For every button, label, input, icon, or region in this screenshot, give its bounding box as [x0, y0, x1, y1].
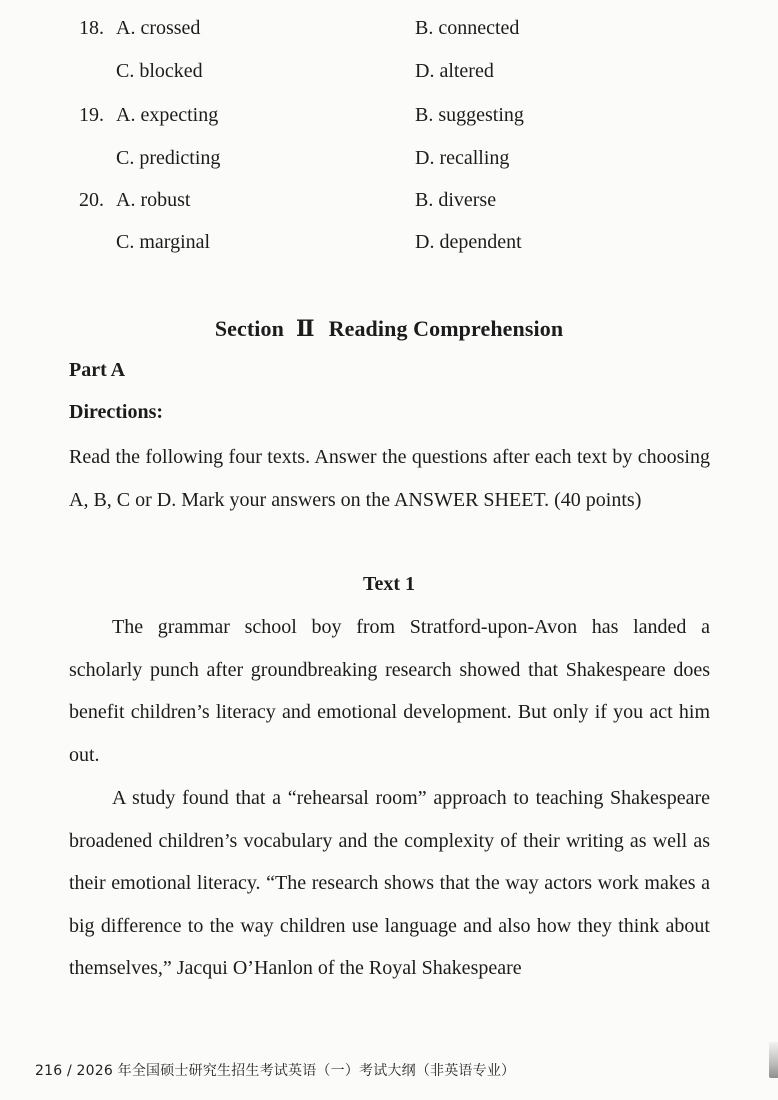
page-footer: 216 / 2026 年全国硕士研究生招生考试英语（一）考试大纲（非英语专业）: [35, 1063, 516, 1079]
option-c: C. marginal: [116, 231, 211, 253]
part-label: Part A: [69, 359, 126, 381]
question-18-row-2: [0, 56, 778, 86]
question-number: 20.: [79, 189, 104, 211]
question-19-row-1: [0, 100, 778, 130]
option-a: A. robust: [116, 189, 191, 211]
directions-text: Read the following four texts. Answer the questions after each text by choosing A, B, C or D. Mark your answers on the ANSWER SHEET. (40 points): [69, 446, 710, 511]
directions-label: Directions:: [69, 401, 164, 423]
option-d: D. dependent: [415, 231, 522, 253]
section-title: Reading Comprehension: [328, 316, 564, 341]
option-b: B. suggesting: [415, 104, 524, 126]
option-c: C. blocked: [116, 60, 203, 82]
section-prefix: Section: [214, 316, 284, 341]
option-b: B. diverse: [415, 189, 497, 211]
question-number: 18.: [79, 17, 104, 39]
question-20-row-2: [0, 227, 778, 257]
text-title: Text 1: [362, 573, 416, 595]
paragraph-2: A study found that a “rehearsal room” approach to teaching Shakespeare broadened children’s vocabulary and the complexity of their writing as well as their emotional literacy. “The research shows that the way actors work makes a big difference to the way children use language and also how they think about themselves,” Jacqui O’Hanlon of the Royal Shakespeare: [69, 787, 710, 979]
option-d: D. recalling: [415, 147, 510, 169]
question-19-row-2: [0, 143, 778, 173]
option-d: D. altered: [415, 60, 494, 82]
option-a: A. expecting: [116, 104, 219, 126]
option-a: A. crossed: [116, 17, 201, 39]
question-20-row-1: [0, 185, 778, 215]
paragraph-1: The grammar school boy from Stratford-upon-Avon has landed a scholarly punch after groundbreaking research showed that Shakespeare does benefit children’s literacy and emotional development. But only if you act him out.: [69, 616, 710, 766]
option-c: C. predicting: [116, 147, 221, 169]
page-edge-mark: [769, 1042, 778, 1078]
question-number: 19.: [79, 104, 104, 126]
section-numeral: Ⅱ: [295, 316, 315, 341]
option-b: B. connected: [415, 17, 520, 39]
section-heading: [0, 314, 778, 344]
question-18-row-1: [0, 13, 778, 43]
